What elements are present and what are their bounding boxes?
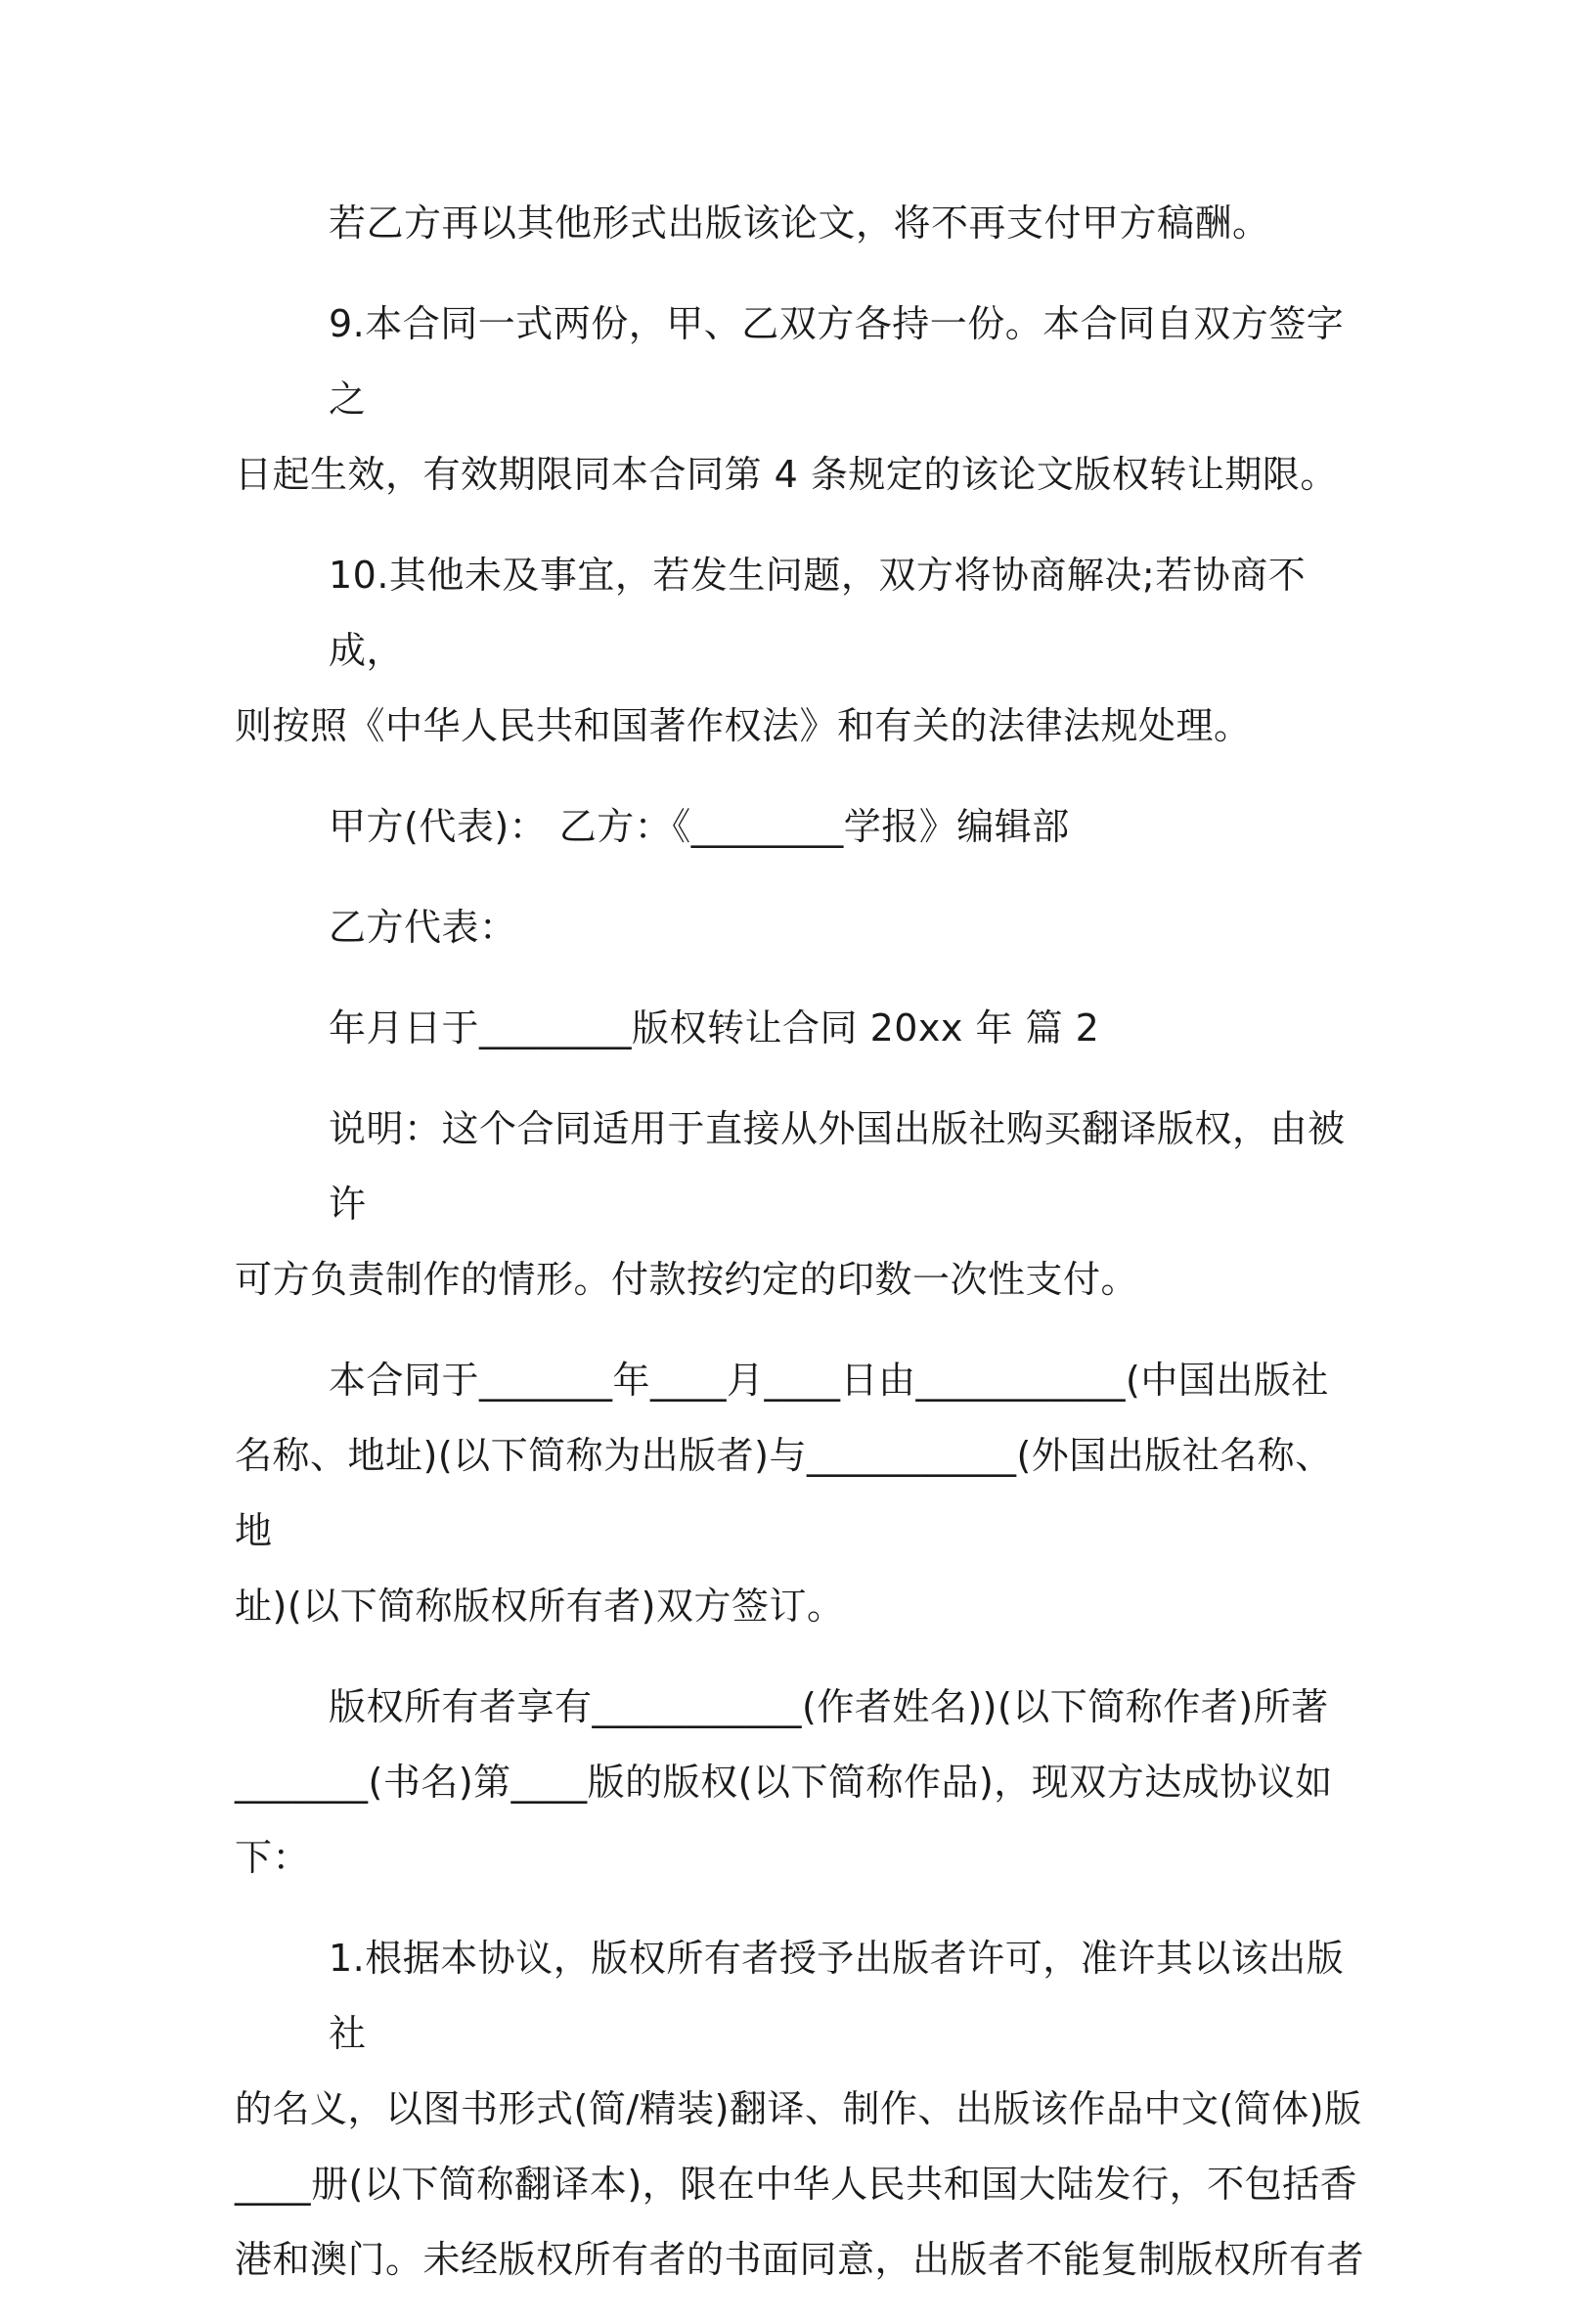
paragraph-signatures	[235, 789, 1369, 865]
text-line: 说明：这个合同适用于直接从外国出版社购买翻译版权，由被许	[329, 1107, 1346, 1226]
paragraph-contract-parties	[235, 1343, 1369, 1644]
paragraph-clause-10	[235, 538, 1369, 764]
text-line: 则按照《中华人民共和国著作权法》和有关的法律法规处理。	[235, 704, 1252, 747]
text-line: 若乙方再以其他形式出版该论文，将不再支付甲方稿酬。	[329, 201, 1270, 245]
paragraph-date-and-section-title	[235, 991, 1369, 1066]
text-line: 可方负责制作的情形。付款按约定的印数一次性支付。	[235, 1258, 1139, 1301]
paragraph-clause-1	[235, 1921, 1369, 2298]
text-line: 乙方代表：	[329, 906, 517, 949]
text-line: 9.本合同一式两份，甲、乙双方各持一份。本合同自双方签字之	[329, 302, 1345, 421]
text-line: 1.根据本协议，版权所有者授予出版者许可，准许其以该出版社	[329, 1937, 1345, 2055]
text-line: 10.其他未及事宜，若发生问题，双方将协商解决;若协商不成，	[329, 554, 1307, 672]
text-line: 址)(以下简称版权所有者)双方签订。	[235, 1585, 845, 1628]
text-line: ____册(以下简称翻译本)，限在中华人民共和国大陆发行，不包括香	[235, 2163, 1358, 2206]
text-line: _______(书名)第____版的版权(以下简称作品)，现双方达成协议如下：	[235, 1761, 1333, 1879]
text-line: 的名义，以图书形式(简/精装)翻译、制作、出版该作品中文(简体)版	[235, 2087, 1362, 2130]
text-line: 甲方(代表)： 乙方：《________学报》编辑部	[329, 805, 1070, 848]
text-line: 名称、地址)(以下简称为出版者)与___________(外国出版社名称、地	[235, 1434, 1333, 1552]
text-line: 港和澳门。未经版权所有者的书面同意，出版者不能复制版权所有者	[235, 2238, 1365, 2281]
text-line: 日起生效，有效期限同本合同第 4 条规定的该论文版权转让期限。	[235, 453, 1338, 496]
paragraph-continuation	[235, 186, 1369, 261]
paragraph-copyright-owner	[235, 1670, 1369, 1896]
paragraph-party-b-representative	[235, 890, 1369, 965]
text-line: 版权所有者享有___________(作者姓名))(以下简称作者)所著	[329, 1685, 1329, 1728]
document-body	[235, 186, 1369, 2323]
text-line: 本合同于_______年____月____日由___________(中国出版社	[329, 1359, 1329, 1402]
paragraph-explanation	[235, 1092, 1369, 1318]
text-line: 年月日于________版权转让合同 20xx 年 篇 2	[329, 1006, 1100, 1050]
paragraph-clause-9	[235, 287, 1369, 513]
